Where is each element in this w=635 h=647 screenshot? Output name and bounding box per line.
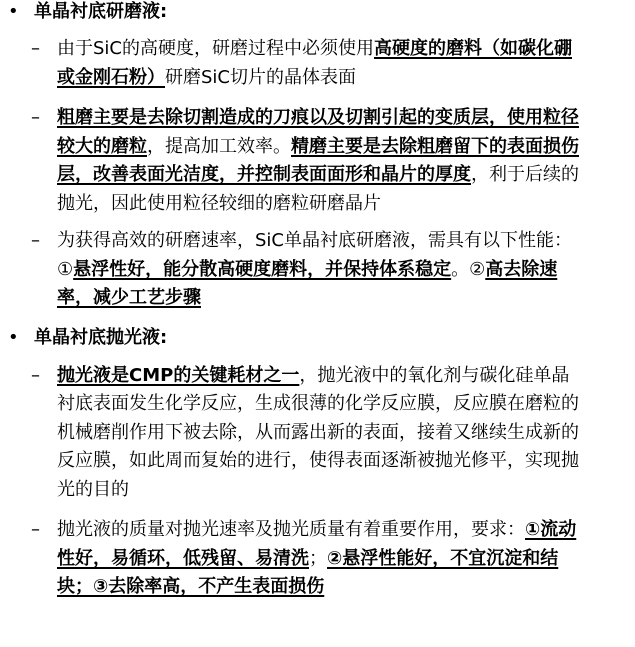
emphasis-text: 精磨主要是去除粗磨留下的表面损伤层，改善表面光洁度，并控制表面面形和晶片的厚度 [57,135,579,185]
text-run: 为获得高效的研磨速率，SiC单晶衬底研磨液，需具有以下性能：① [57,230,572,280]
dash-icon: – [31,38,40,59]
emphasis-text: 粗磨主要是去除切割造成的刀痕以及切割引起的变质层，使用粒径较大的磨粒 [57,107,579,157]
bullet-icon: • [8,326,19,348]
list-item [31,227,587,313]
list-item [31,35,587,92]
section-heading: 单晶衬底抛光液: [34,326,168,348]
section-polishing-fluid [0,326,621,602]
emphasis-text: 悬浮性好，能分散高硬度磨料，并保持体系稳定 [73,258,452,280]
text-run: ； [309,547,327,569]
emphasis-text: ②悬浮性能好，不宜沉淀和结块；③去除率高，不产生表面损伤 [57,547,559,597]
dash-icon: – [31,364,40,386]
text-run: ，利于后续的抛光，因此使用粒径较细的磨粒研磨晶片 [57,164,579,214]
emphasis-text: 高硬度的磨料（如碳化硼或金刚石粉） [57,38,572,88]
text-run: 由于SiC的高硬度，研磨过程中必须使用 [57,38,374,59]
emphasis-text: 抛光液是CMP的关键耗材之一 [57,364,300,386]
text-run: ，提高加工效率。 [147,135,291,157]
emphasis-text: 高去除速率，减少工艺步骤 [57,258,558,308]
list-item [31,516,587,602]
emphasis-text: ①流动性好，易循环，低残留、易清洗 [57,519,577,569]
section-heading: 单晶衬底研磨液: [34,1,168,22]
list-item [31,104,587,218]
text-run: 抛光液的质量对抛光速率及抛光质量有着重要作用，要求： [57,519,525,540]
text-run: 。② [451,258,486,280]
dash-icon: – [31,230,40,251]
dash-icon: – [31,107,40,128]
text-run: 研磨SiC切片的晶体表面 [165,66,356,88]
section-grinding-fluid [0,0,621,313]
bullet-icon: • [8,1,19,22]
list-item [31,362,587,505]
dash-icon: – [31,519,40,540]
text-run: ，抛光液中的氧化剂与碳化硅单晶衬底表面发生化学反应，生成很薄的化学反应膜，反应膜在磨粒的机械磨削作用下被去除，从而露出新的表面，接着又继续生成新的反应膜，如此周而复始的进行，使得表面逐渐被抛光修平，实现抛光的目的 [57,364,579,500]
